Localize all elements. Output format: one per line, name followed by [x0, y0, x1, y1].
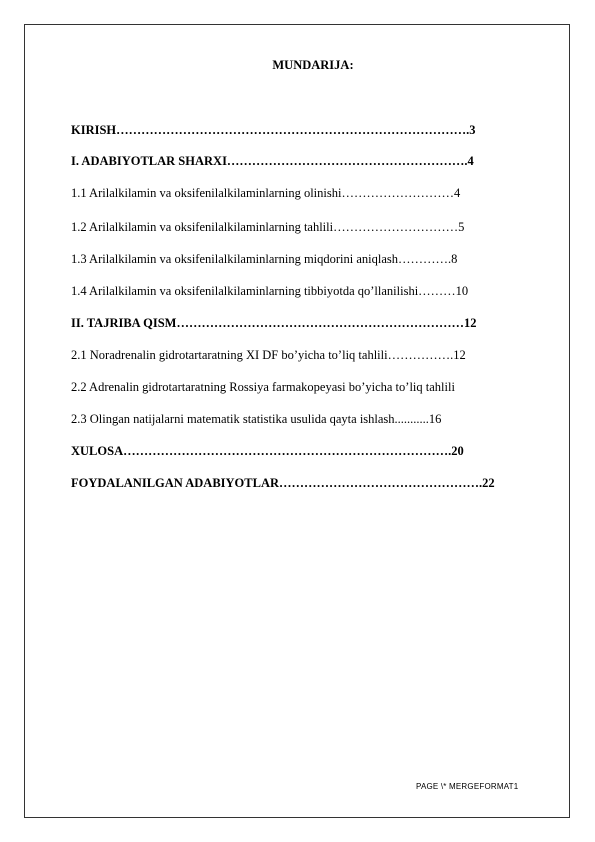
- toc-entry-1-1: 1.1 Arilalkilamin va oksifenilalkilaminlarning olinishi………………………4: [71, 186, 461, 200]
- toc-entry-1-2: 1.2 Arilalkilamin va oksifenilalkilaminlarning tahlili…………………………5: [71, 220, 465, 234]
- page-number-field: PAGE \* MERGEFORMAT1: [416, 782, 519, 791]
- toc-entry-2-2: 2.2 Adrenalin gidrotartaratning Rossiya farmakopeyasi bo’yicha to’liq tahlili: [71, 380, 455, 394]
- toc-entry-1-4: 1.4 Arilalkilamin va oksifenilalkilaminlarning tibbiyotda qo’llanilishi………10: [71, 284, 469, 298]
- toc-entry-2-3: 2.3 Olingan natijalarni matematik statistika usulida qayta ishlash...........16: [71, 412, 442, 426]
- toc-entry-kirish: KIRISH………………………………………………………………………….3: [71, 123, 476, 137]
- toc-entry-adabiyotlar-sharxi: I. ADABIYOTLAR SHARXI………………………………………………….4: [71, 154, 474, 168]
- toc-entry-2-1: 2.1 Noradrenalin gidrotartaratning XI DF bo’yicha to’liq tahlili…………….12: [71, 348, 466, 362]
- toc-entry-1-3: 1.3 Arilalkilamin va oksifenilalkilaminlarning miqdorini aniqlash………….8: [71, 252, 458, 266]
- page-title: MUNDARIJA:: [272, 58, 354, 72]
- toc-entry-tajriba-qism: II. TAJRIBA QISM……………………………………………………………12: [71, 316, 477, 330]
- toc-entry-xulosa: XULOSA…………………………………………………………………….20: [71, 444, 464, 458]
- toc-entry-foydalanilgan-adabiyotlar: FOYDALANILGAN ADABIYOTLAR………………………………………….22: [71, 476, 495, 490]
